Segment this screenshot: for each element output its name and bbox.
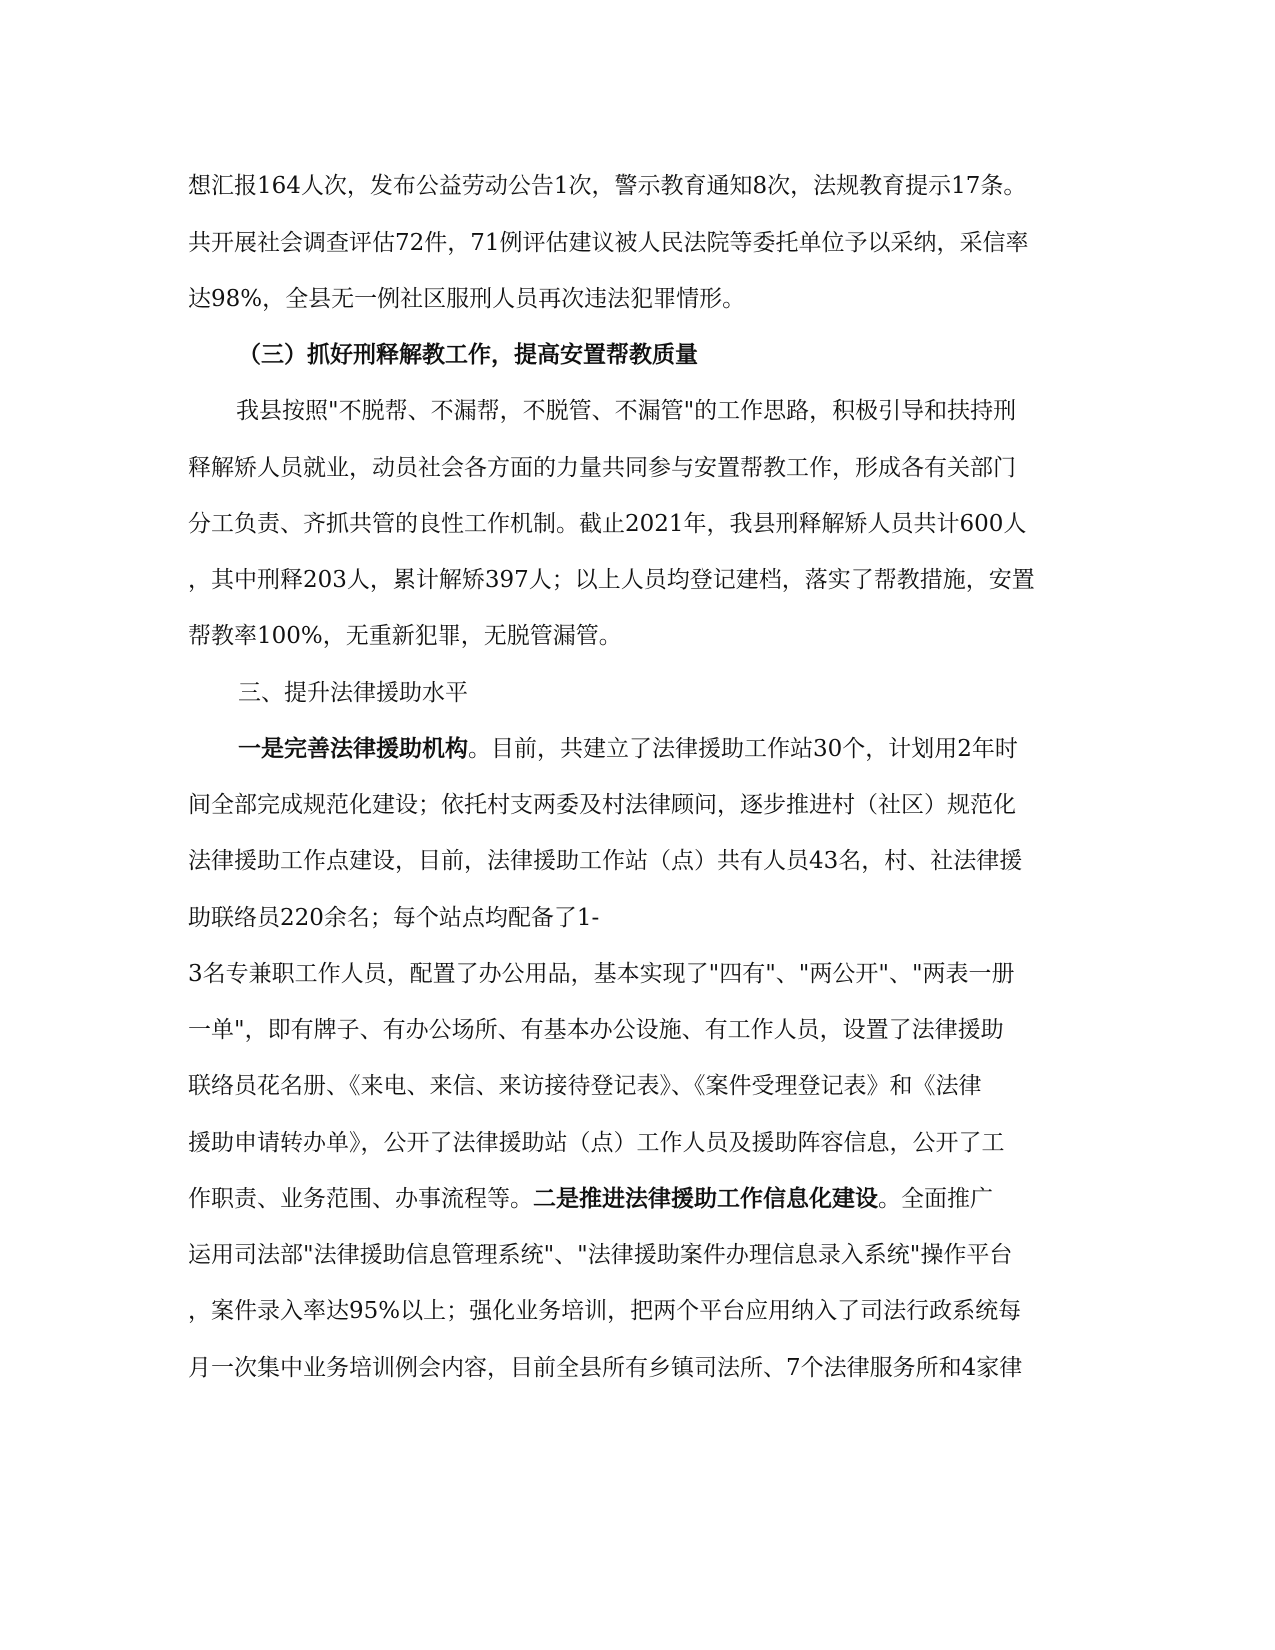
text-line: 达98%，全县无一例社区服刑人员再次违法犯罪情形。 — [188, 286, 746, 312]
text-line: 帮教率100%，无重新犯罪，无脱管漏管。 — [188, 623, 622, 649]
text-line: 助联络员220余名；每个站点均配备了1- — [188, 905, 600, 931]
text-span: 。全面推广 — [878, 1186, 993, 1212]
text-line: 月一次集中业务培训例会内容，目前全县所有乡镇司法所、7个法律服务所和4家律 — [188, 1355, 1023, 1381]
bold-phrase: 一是完善法律援助机构 — [238, 735, 468, 762]
text-line: ，其中刑释203人，累计解矫397人；以上人员均登记建档，落实了帮教措施，安置 — [188, 567, 1035, 593]
text-line: 想汇报164人次，发布公益劳动公告1次，警示教育通知8次，法规教育提示17条。 — [188, 173, 1027, 199]
text-line: 间全部完成规范化建设；依托村支两委及村法律顾问，逐步推进村（社区）规范化 — [188, 792, 1016, 818]
section-heading: （三）抓好刑释解教工作，提高安置帮教质量 — [238, 341, 698, 368]
text-line: 运用司法部"法律援助信息管理系统"、"法律援助案件办理信息录入系统"操作平台 — [188, 1242, 1013, 1268]
text-span: 作职责、业务范围、办事流程等。 — [188, 1186, 533, 1212]
text-line: 共开展社会调查评估72件，71例评估建议被人民法院等委托单位予以采纳，采信率 — [188, 230, 1029, 256]
text-line: 释解矫人员就业，动员社会各方面的力量共同参与安置帮教工作，形成各有关部门 — [188, 455, 1016, 481]
text-line: 一单"，即有牌子、有办公场所、有基本办公设施、有工作人员，设置了法律援助 — [188, 1017, 1004, 1043]
text-line: 我县按照"不脱帮、不漏帮，不脱管、不漏管"的工作思路，积极引导和扶持刑 — [236, 398, 1017, 424]
text-line — [238, 735, 1018, 763]
text-line: 援助申请转办单》，公开了法律援助站（点）工作人员及援助阵容信息，公开了工 — [188, 1130, 1005, 1156]
text-span: 。目前，共建立了法律援助工作站30个，计划用2年时 — [468, 736, 1018, 762]
text-line: 分工负责、齐抓共管的良性工作机制。截止2021年，我县刑释解矫人员共计600人 — [188, 511, 1027, 537]
text-line: 联络员花名册、《来电、来信、来访接待登记表》、《案件受理登记表》和《法律 — [188, 1073, 982, 1099]
bold-phrase: 二是推进法律援助工作信息化建设 — [533, 1185, 878, 1212]
text-line: 3名专兼职工作人员，配置了办公用品，基本实现了"四有"、"两公开"、"两表一册 — [188, 961, 1015, 987]
section-title: 三、提升法律援助水平 — [238, 680, 468, 706]
text-line: ，案件录入率达95%以上；强化业务培训，把两个平台应用纳入了司法行政系统每 — [188, 1298, 1022, 1324]
text-line — [188, 1185, 993, 1213]
text-line: 法律援助工作点建设，目前，法律援助工作站（点）共有人员43名，村、社法律援 — [188, 848, 1023, 874]
